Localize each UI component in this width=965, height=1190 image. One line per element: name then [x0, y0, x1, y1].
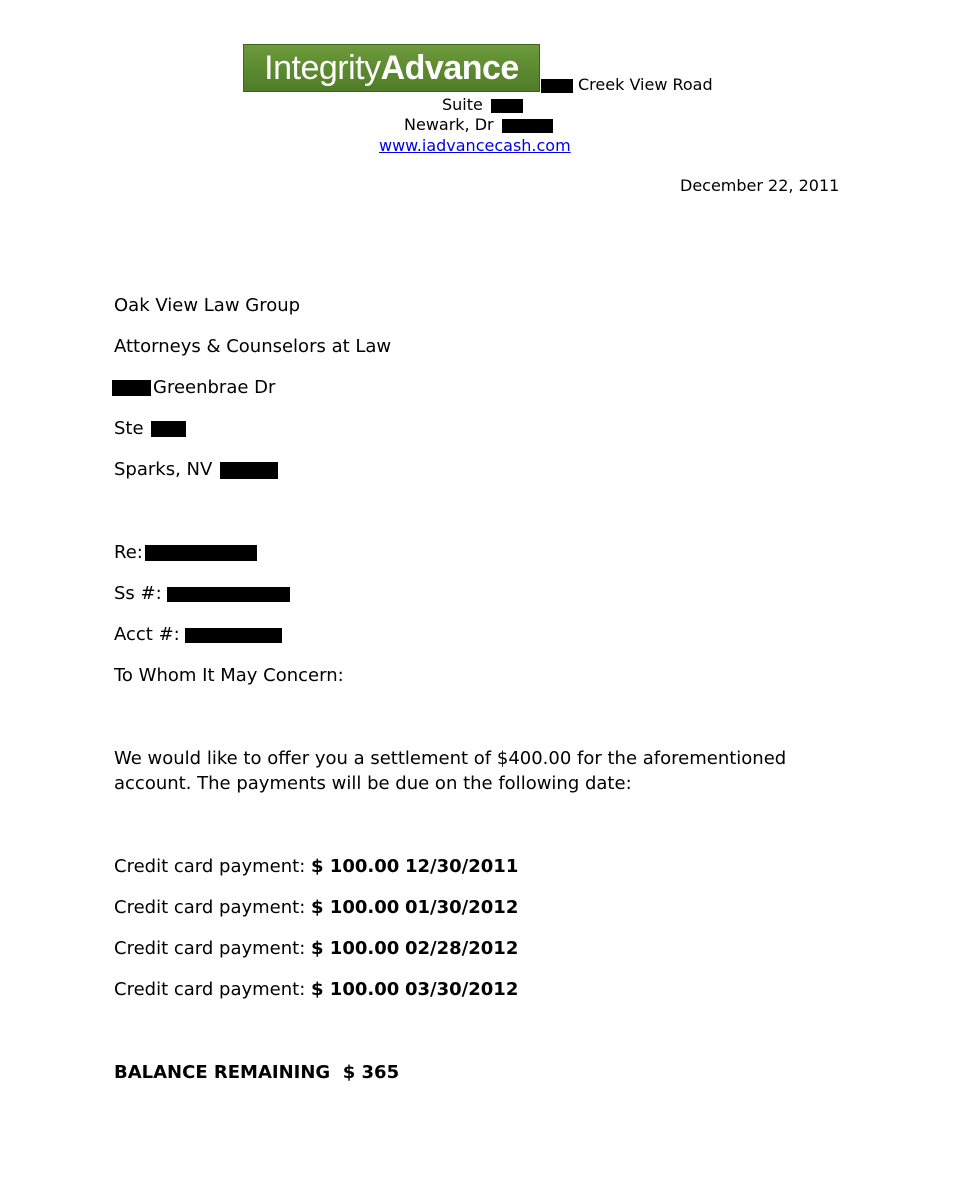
header-suite-line: [442, 95, 523, 114]
payment-row: [114, 897, 518, 918]
redaction-block: [502, 119, 553, 133]
payment-label: Credit card payment:: [114, 897, 306, 918]
payment-row: [114, 979, 518, 1000]
redaction-block: [541, 79, 573, 93]
payment-amount: $ 100.00: [311, 897, 400, 918]
payment-label: Credit card payment:: [114, 856, 306, 877]
body-paragraph: We would like to offer you a settlement of $400.00 for the aforementioned account. The payments will be due on the following date:: [114, 748, 787, 794]
balance-label: BALANCE REMAINING: [114, 1062, 331, 1083]
payment-label: Credit card payment:: [114, 938, 306, 959]
payment-row: [114, 856, 518, 877]
recipient-city: Sparks, NV: [114, 459, 213, 480]
salutation: To Whom It May Concern:: [114, 665, 344, 686]
balance-line: [114, 1062, 399, 1083]
header-street: Creek View Road: [578, 75, 713, 94]
recipient-street-line: [112, 377, 275, 398]
recipient-city-line: [114, 459, 278, 480]
payment-label: Credit card payment:: [114, 979, 306, 1000]
payment-date: 01/30/2012: [405, 897, 519, 918]
payment-amount: $ 100.00: [311, 979, 400, 1000]
letter-date: December 22, 2011: [680, 176, 840, 195]
acct-line: [114, 624, 282, 645]
payment-date: 02/28/2012: [405, 938, 519, 959]
redaction-block: [220, 462, 278, 479]
redaction-block: [167, 587, 290, 602]
recipient-title: Attorneys & Counselors at Law: [114, 336, 392, 357]
ss-label: Ss #:: [114, 583, 162, 604]
acct-label: Acct #:: [114, 624, 180, 645]
recipient-suite-label: Ste: [114, 418, 144, 439]
recipient-street: Greenbrae Dr: [153, 377, 276, 398]
balance-amount: $ 365: [342, 1062, 400, 1083]
header-suite-label: Suite: [442, 95, 483, 114]
redaction-block: [491, 99, 523, 113]
logo-text-light: Integrity: [264, 48, 381, 87]
payment-amount: $ 100.00: [311, 938, 400, 959]
ss-line: [114, 583, 290, 604]
redaction-block: [145, 545, 257, 561]
website-link[interactable]: www.iadvancecash.com: [379, 136, 571, 155]
payment-date: 12/30/2011: [405, 856, 519, 877]
re-label: Re:: [114, 542, 143, 563]
recipient-suite-line: [114, 418, 186, 439]
redaction-block: [151, 421, 186, 437]
payment-row: [114, 938, 518, 959]
payment-date: 03/30/2012: [405, 979, 519, 1000]
header-city: Newark, Dr: [404, 115, 494, 134]
header-city-line: [404, 115, 553, 134]
re-line: [114, 542, 257, 563]
recipient-name: Oak View Law Group: [114, 295, 301, 316]
logo-text-bold: Advance: [380, 48, 519, 87]
header-street-line: [541, 75, 713, 94]
redaction-block: [112, 380, 151, 396]
company-logo: [243, 44, 540, 92]
redaction-block: [185, 628, 282, 643]
payment-amount: $ 100.00: [311, 856, 400, 877]
